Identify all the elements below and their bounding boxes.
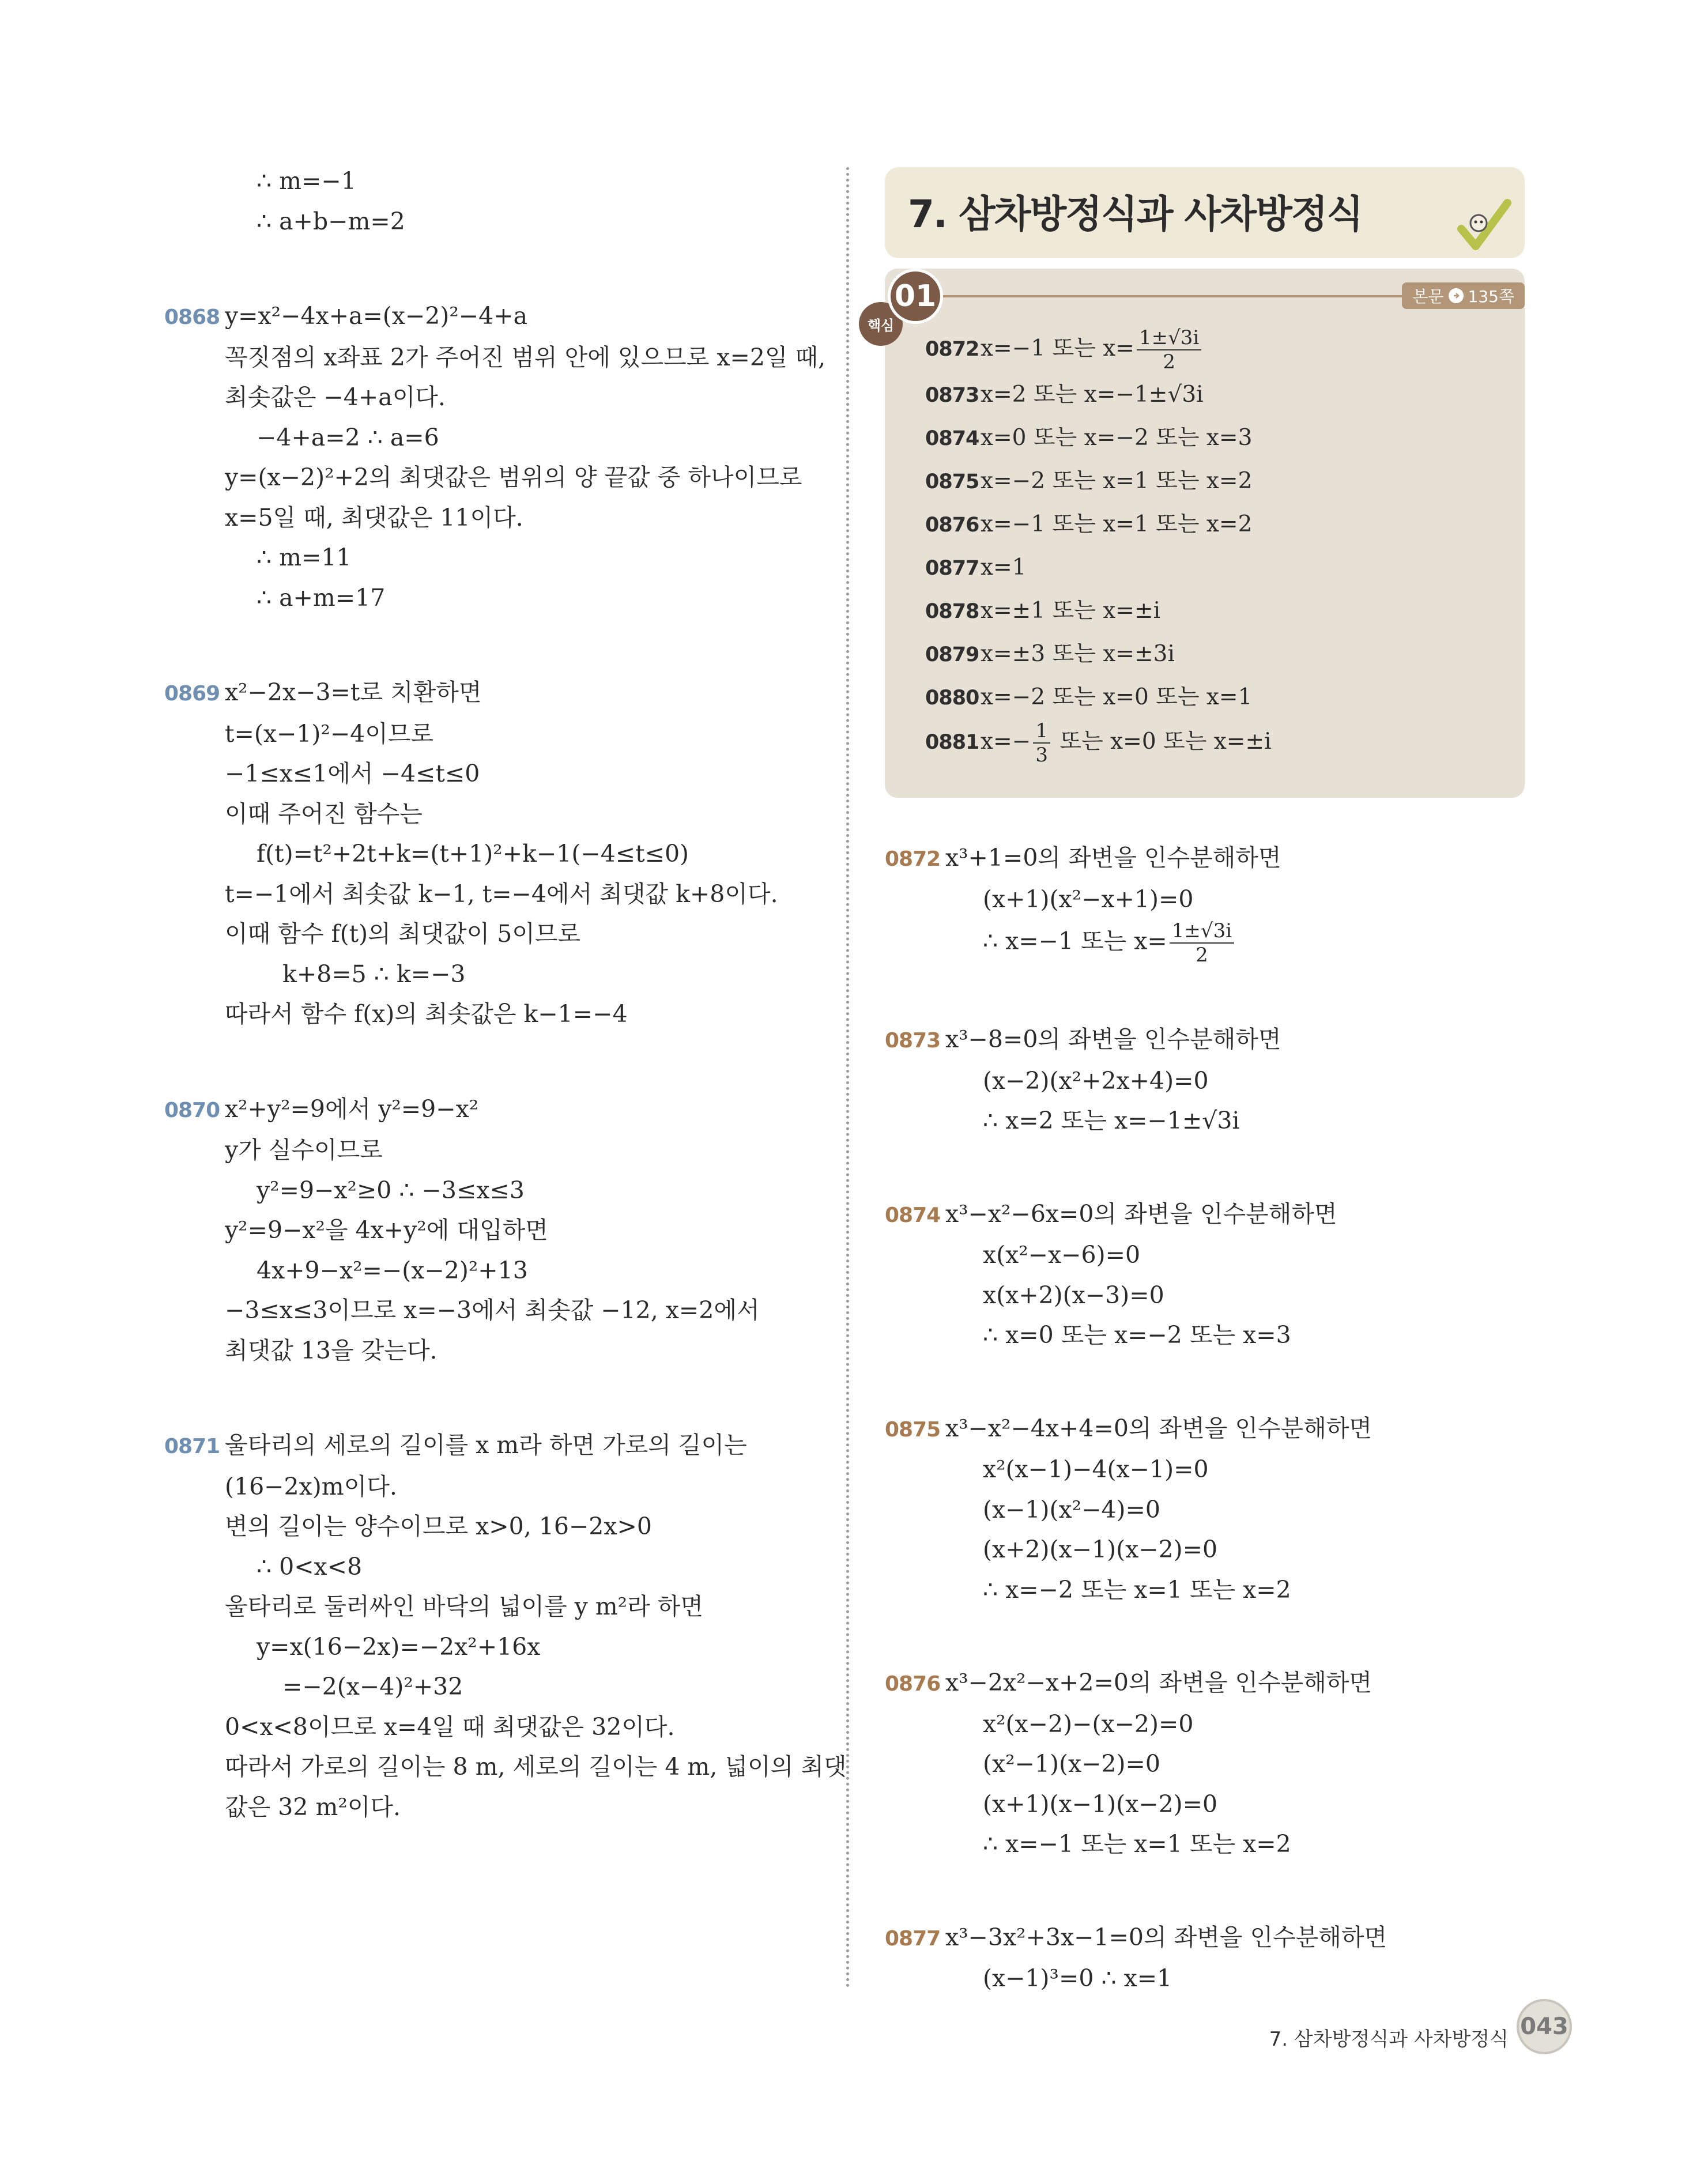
answer-row bbox=[925, 417, 1502, 460]
problem-0870 bbox=[164, 1089, 816, 1371]
solution-line: 따라서 가로의 길이는 8 m, 세로의 길이는 4 m, 넓이의 최댓 bbox=[225, 1753, 847, 1781]
solution-line: t=−1에서 최솟값 k−1, t=−4에서 최댓값 k+8이다. bbox=[225, 880, 778, 908]
section-number-badge: 01 bbox=[888, 269, 943, 324]
solution-line: x³−x²−6x=0의 좌변을 인수분해하면 bbox=[945, 1199, 1337, 1228]
solution-line: ∴ x=−1 또는 x=1 또는 x=2 bbox=[983, 1830, 1291, 1858]
arrow-right-icon bbox=[1449, 288, 1464, 303]
answer-number: 0880 bbox=[925, 686, 979, 710]
solution-line: 0<x<8이므로 x=4일 때 최댓값은 32이다. bbox=[225, 1713, 675, 1741]
solution-line: ∴ x=−2 또는 x=1 또는 x=2 bbox=[983, 1575, 1291, 1604]
solution-line: x(x+2)(x−3)=0 bbox=[983, 1281, 1164, 1309]
right-column bbox=[867, 167, 1525, 2052]
solution-line: ∴ m=−1 bbox=[257, 167, 356, 195]
solution-line: 값은 32 m²이다. bbox=[225, 1793, 401, 1821]
fraction-numerator: 1 bbox=[1033, 719, 1050, 744]
solution-line-with-fraction bbox=[885, 919, 1525, 967]
problem-continuation bbox=[164, 161, 816, 242]
solution-line: y²=9−x²을 4x+y²에 대입하면 bbox=[225, 1216, 548, 1244]
problem-number: 0875 bbox=[885, 1417, 941, 1442]
problem-0873 bbox=[885, 1020, 1525, 1141]
problem-0871 bbox=[164, 1425, 847, 1827]
solution-text: ∴ x=−1 또는 x= bbox=[983, 927, 1167, 955]
answer-row bbox=[925, 374, 1502, 417]
solution-line: x(x²−x−6)=0 bbox=[983, 1241, 1141, 1269]
solution-line: x²(x−2)−(x−2)=0 bbox=[983, 1710, 1194, 1738]
answer-text: x=−2 또는 x=0 또는 x=1 bbox=[981, 684, 1253, 710]
solution-line: 꼭짓점의 x좌표 2가 주어진 범위 안에 있으므로 x=2일 때, bbox=[225, 343, 826, 371]
solution-line: 4x+9−x²=−(x−2)²+13 bbox=[257, 1256, 528, 1284]
answer-text: x=1 bbox=[981, 555, 1027, 580]
solution-line: −1≤x≤1에서 −4≤t≤0 bbox=[225, 760, 480, 787]
problem-0868 bbox=[164, 296, 826, 618]
solution-line: =−2(x−4)²+32 bbox=[282, 1673, 463, 1700]
solution-line: x²−2x−3=t로 치환하면 bbox=[225, 678, 482, 706]
answer-text: x=0 또는 x=−2 또는 x=3 bbox=[981, 425, 1253, 451]
problem-number: 0874 bbox=[885, 1203, 941, 1227]
problem-0875 bbox=[885, 1409, 1525, 1610]
answer-row bbox=[925, 503, 1502, 546]
column-divider bbox=[846, 167, 849, 1989]
fraction bbox=[1137, 326, 1201, 374]
solution-line: y=x(16−2x)=−2x²+16x bbox=[257, 1632, 541, 1661]
chapter-title: 7. 삼차방정식과 사차방정식 bbox=[908, 192, 1363, 236]
answer-number: 0881 bbox=[925, 731, 979, 754]
solution-line: ∴ 0<x<8 bbox=[257, 1552, 363, 1581]
fraction-numerator: 1±√3i bbox=[1137, 326, 1201, 350]
solution-line: x³−8=0의 좌변을 인수분해하면 bbox=[945, 1025, 1281, 1053]
solution-line: 따라서 함수 f(x)의 최솟값은 k−1=−4 bbox=[225, 1000, 628, 1028]
problem-number: 0871 bbox=[164, 1435, 220, 1458]
problem-number: 0872 bbox=[885, 847, 941, 871]
solution-line: x²+y²=9에서 y²=9−x² bbox=[225, 1095, 479, 1123]
ref-page: 135쪽 bbox=[1468, 287, 1514, 306]
answer-row bbox=[925, 460, 1502, 503]
fraction bbox=[1033, 719, 1050, 767]
answer-number: 0876 bbox=[925, 514, 979, 537]
answer-text: x=±1 또는 x=±i bbox=[981, 598, 1161, 624]
problem-0877 bbox=[885, 1918, 1525, 1999]
solution-line: y²=9−x²≥0 ∴ −3≤x≤3 bbox=[257, 1176, 525, 1204]
answer-row bbox=[925, 633, 1502, 676]
solution-line: ∴ x=0 또는 x=−2 또는 x=3 bbox=[983, 1321, 1291, 1349]
fraction bbox=[1170, 919, 1234, 967]
solution-line: ∴ a+b−m=2 bbox=[257, 207, 405, 235]
ref-label: 본문 bbox=[1412, 287, 1444, 306]
solution-line: 변의 길이는 양수이므로 x>0, 16−2x>0 bbox=[225, 1512, 652, 1540]
solution-line: x=5일 때, 최댓값은 11이다. bbox=[225, 503, 523, 531]
answer-number: 0875 bbox=[925, 470, 979, 493]
pencil-check-icon bbox=[1456, 197, 1513, 257]
solution-line: x³−x²−4x+4=0의 좌변을 인수분해하면 bbox=[945, 1414, 1373, 1442]
problem-number: 0868 bbox=[164, 305, 220, 329]
answer-text: x=−2 또는 x=1 또는 x=2 bbox=[981, 468, 1253, 494]
answer-text-tail: 또는 x=0 또는 x=±i bbox=[1053, 729, 1272, 755]
answer-number: 0878 bbox=[925, 600, 979, 623]
answer-text: x=−1 또는 x= bbox=[981, 335, 1134, 361]
solution-line: ∴ a+m=17 bbox=[257, 583, 386, 612]
solution-line: 울타리의 세로의 길이를 x m라 하면 가로의 길이는 bbox=[225, 1431, 747, 1459]
solution-line: y가 실수이므로 bbox=[225, 1136, 383, 1164]
solution-line: y=x²−4x+a=(x−2)²−4+a bbox=[225, 302, 528, 330]
problem-0876 bbox=[885, 1663, 1525, 1865]
problem-0874 bbox=[885, 1194, 1525, 1356]
solution-line: (x+1)(x²−x+1)=0 bbox=[983, 885, 1194, 913]
page-footer bbox=[1269, 1999, 1572, 2054]
answer-text: x=2 또는 x=−1±√3i bbox=[981, 382, 1204, 408]
answer-row bbox=[925, 676, 1502, 719]
fraction-denominator: 3 bbox=[1035, 744, 1048, 767]
answer-row bbox=[925, 590, 1502, 633]
solution-line: (x−2)(x²+2x+4)=0 bbox=[983, 1066, 1209, 1095]
solution-line: (x+2)(x−1)(x−2)=0 bbox=[983, 1536, 1218, 1563]
core-badge: 핵심 bbox=[859, 302, 903, 346]
chapter-header bbox=[885, 167, 1525, 258]
problem-0869 bbox=[164, 673, 816, 1035]
solution-line: 이때 함수 f(t)의 최댓값이 5이므로 bbox=[225, 920, 581, 948]
solution-line: (x−1)(x²−4)=0 bbox=[983, 1495, 1160, 1523]
solution-line: k+8=5 ∴ k=−3 bbox=[282, 960, 466, 988]
footer-chapter: 7. 삼차방정식과 사차방정식 bbox=[1269, 2027, 1509, 2051]
answer-number: 0874 bbox=[925, 427, 979, 450]
answer-row bbox=[925, 326, 1502, 374]
page-number: 043 bbox=[1517, 1999, 1572, 2054]
answer-number: 0877 bbox=[925, 557, 979, 580]
key-answers-box bbox=[867, 269, 1525, 798]
solution-line: −4+a=2 ∴ a=6 bbox=[257, 423, 439, 451]
left-column bbox=[164, 161, 847, 1882]
solution-line: ∴ x=2 또는 x=−1±√3i bbox=[983, 1107, 1240, 1134]
answer-number: 0873 bbox=[925, 384, 979, 407]
solution-line: (x+1)(x−1)(x−2)=0 bbox=[983, 1790, 1218, 1818]
right-solutions bbox=[885, 838, 1525, 1999]
solution-line: y=(x−2)²+2의 최댓값은 범위의 양 끝값 중 하나이므로 bbox=[225, 463, 802, 491]
problem-number: 0869 bbox=[164, 682, 220, 706]
solution-line: −3≤x≤3이므로 x=−3에서 최솟값 −12, x=2에서 bbox=[225, 1296, 760, 1324]
problem-number: 0873 bbox=[885, 1029, 941, 1053]
solution-line: 최댓값 13을 갖는다. bbox=[225, 1336, 438, 1364]
solution-line: 최솟값은 −4+a이다. bbox=[225, 383, 446, 411]
solution-line: x²(x−1)−4(x−1)=0 bbox=[983, 1455, 1209, 1483]
problem-number: 0877 bbox=[885, 1926, 941, 1951]
solution-line: (x−1)³=0 ∴ x=1 bbox=[983, 1964, 1172, 1992]
solution-line: (x²−1)(x−2)=0 bbox=[983, 1750, 1160, 1778]
fraction-denominator: 2 bbox=[1163, 350, 1175, 374]
answer-number: 0872 bbox=[925, 338, 979, 361]
solution-line: x³−2x²−x+2=0의 좌변을 인수분해하면 bbox=[945, 1669, 1373, 1696]
answer-list bbox=[925, 326, 1502, 767]
answer-number: 0879 bbox=[925, 643, 979, 666]
fraction-denominator: 2 bbox=[1196, 944, 1208, 967]
solution-line: x³−3x²+3x−1=0의 좌변을 인수분해하면 bbox=[945, 1923, 1387, 1951]
solution-line: t=(x−1)²−4이므로 bbox=[225, 719, 434, 748]
answer-row bbox=[925, 719, 1502, 767]
solution-line: f(t)=t²+2t+k=(t+1)²+k−1(−4≤t≤0) bbox=[257, 840, 689, 867]
problem-number: 0870 bbox=[164, 1098, 220, 1122]
solution-line: 이때 주어진 함수는 bbox=[225, 799, 423, 828]
answer-text: x=−1 또는 x=1 또는 x=2 bbox=[981, 511, 1253, 537]
fraction-numerator: 1±√3i bbox=[1170, 919, 1234, 944]
solution-line: ∴ m=11 bbox=[257, 544, 352, 571]
solution-line: (16−2x)m이다. bbox=[225, 1472, 397, 1500]
answer-row bbox=[925, 546, 1502, 590]
solution-line: x³+1=0의 좌변을 인수분해하면 bbox=[945, 844, 1281, 872]
page-reference-tab[interactable] bbox=[1402, 282, 1525, 309]
solution-line: 울타리로 둘러싸인 바닥의 넓이를 y m²라 하면 bbox=[225, 1593, 703, 1620]
problem-number: 0876 bbox=[885, 1672, 941, 1696]
answer-text: x=− bbox=[981, 729, 1031, 755]
answer-text: x=±3 또는 x=±3i bbox=[981, 641, 1175, 667]
problem-0872 bbox=[885, 838, 1525, 967]
header-rule bbox=[943, 295, 1450, 297]
